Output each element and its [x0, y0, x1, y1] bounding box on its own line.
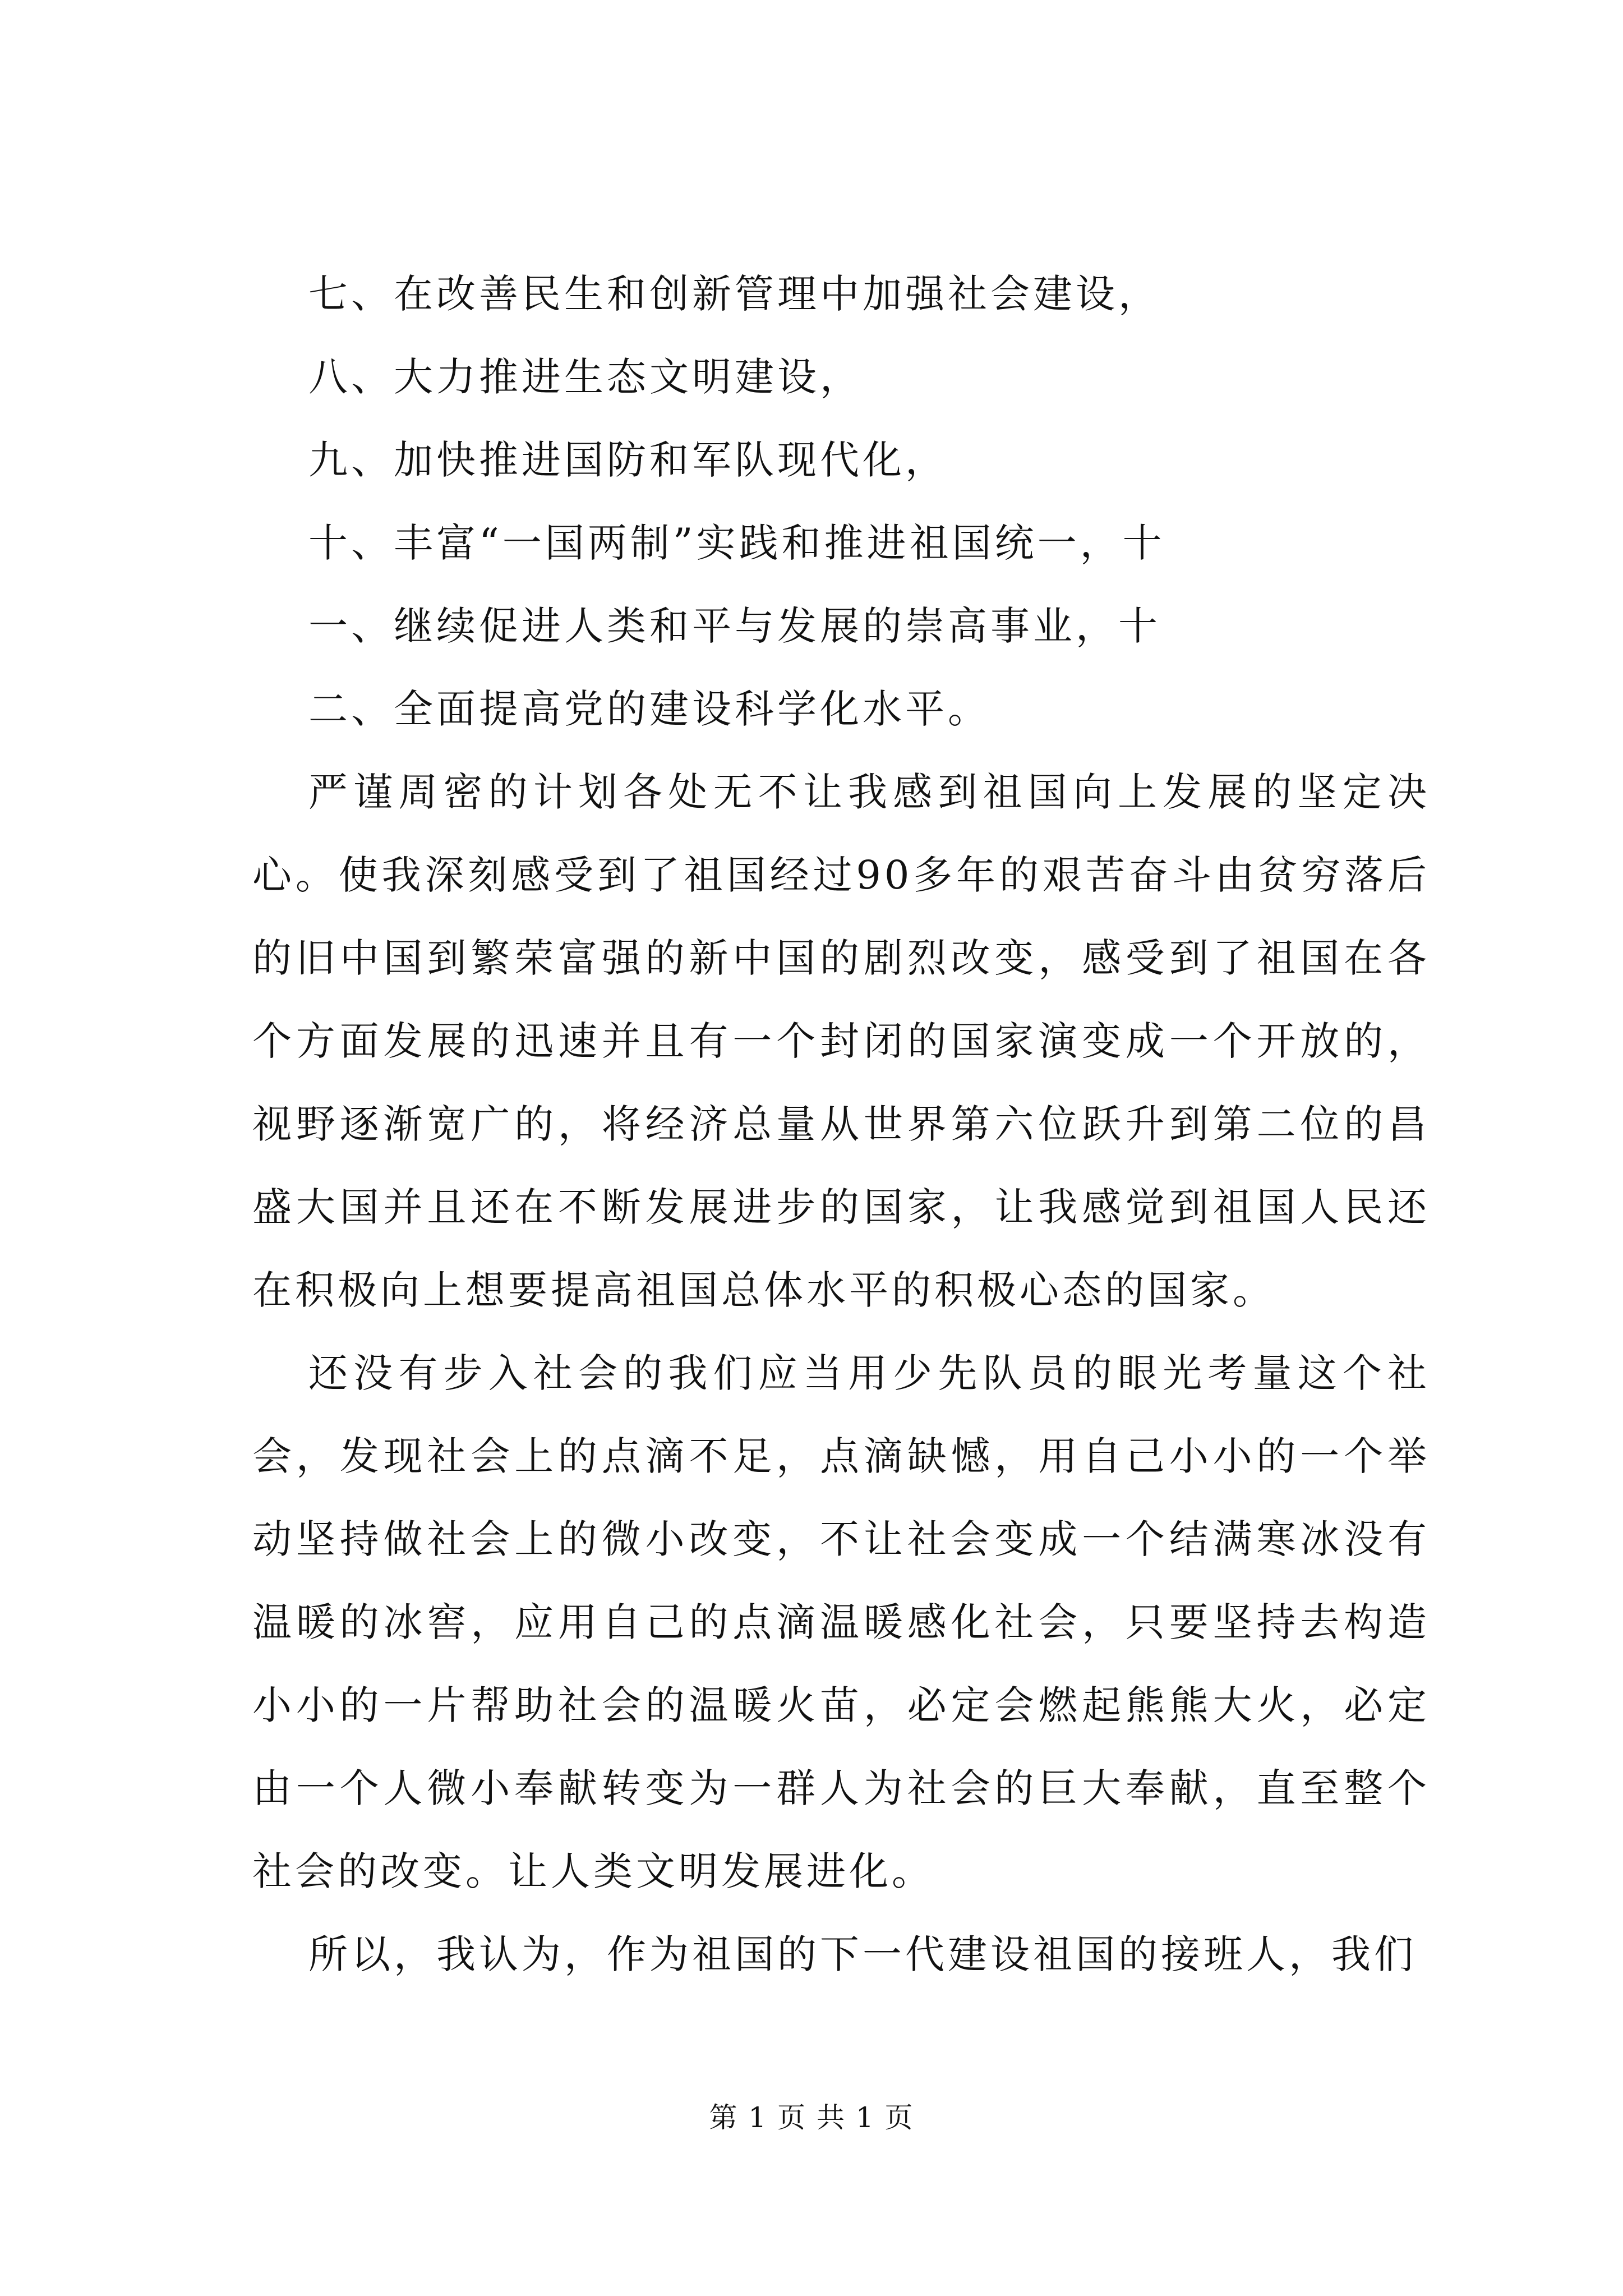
list-item: 九、加快推进国防和军队现代化， — [308, 437, 948, 483]
list-item: 七、在改善民生和创新管理中加强社会建设， — [308, 271, 1161, 317]
list-item: 二、全面提高党的建设科学化水平。 — [308, 686, 990, 732]
paragraph: 严谨周密的计划各处无不让我感到祖国向上发展的坚定决心。使我深刻感受到了祖国经过90多年的艰苦奋斗由贫穷落后的旧中国到繁荣富强的新中国的剧烈改变，感受到了祖国在各个方面发展的迅速并且有一个封闭的国家演变成一个开放的，视野逐渐宽广的，将经济总量从世界第六位跃升到第二位的昌盛大国并且还在不断发展进步的国家，让我感觉到祖国人民还在积极向上想要提高祖国总体水平的积极心态的国家。 — [252, 769, 1430, 1313]
document-body — [252, 252, 1430, 1996]
list-item: 十、丰富“一国两制”实践和推进祖国统一，十 — [308, 520, 1165, 566]
list-item: 一、继续促进人类和平与发展的崇高事业，十 — [308, 603, 1161, 649]
page-footer: 第 1 页 共 1 页 — [709, 2101, 914, 2134]
paragraph: 所以，我认为，作为祖国的下一代建设祖国的接班人，我们 — [308, 1931, 1417, 1977]
paragraph: 还没有步入社会的我们应当用少先队员的眼光考量这个社会，发现社会上的点滴不足，点滴缺憾，用自己小小的一个举动坚持做社会上的微小改变，不让社会变成一个结满寒冰没有温暖的冰窖，应用自己的点滴温暖感化社会，只要坚持去构造小小的一片帮助社会的温暖火苗，必定会燃起熊熊大火，必定由一个人微小奉献转变为一群人为社会的巨大奉献，直至整个社会的改变。让人类文明发展进化。 — [252, 1350, 1430, 1894]
list-item: 八、大力推进生态文明建设， — [308, 354, 863, 400]
